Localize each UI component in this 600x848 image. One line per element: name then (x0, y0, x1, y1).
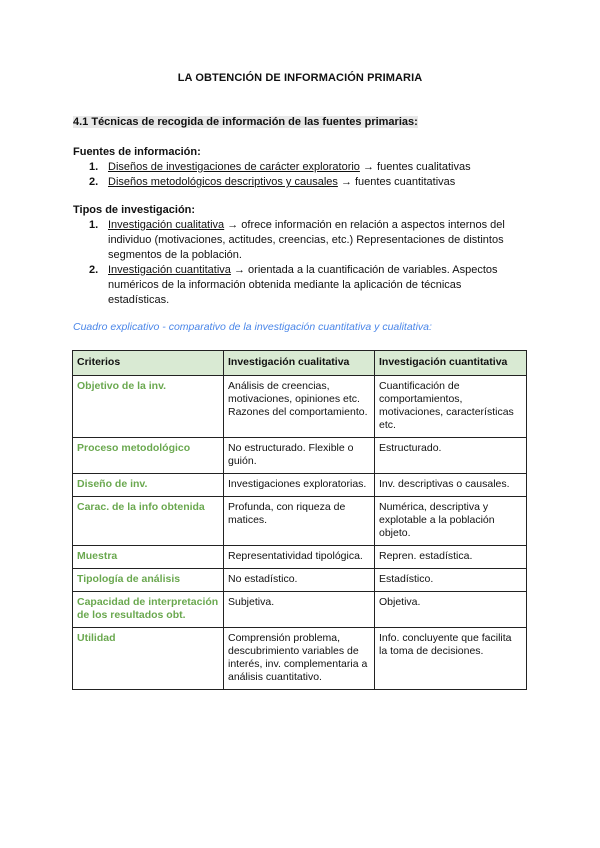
table-row (73, 628, 527, 690)
qualitative-cell: Investigaciones exploratorias. (224, 474, 375, 497)
list-item-text: → fuentes cuantitativas (337, 176, 456, 188)
table-row (73, 438, 527, 474)
quantitative-cell: Estadístico. (375, 569, 527, 592)
qualitative-cell: Subjetiva. (224, 592, 375, 628)
list-item-underlined: Diseños de investigaciones de carácter exploratorio (108, 161, 360, 173)
quantitative-cell: Estructurado. (375, 438, 527, 474)
list-number: 2. (89, 176, 99, 188)
quantitative-cell: Objetiva. (375, 592, 527, 628)
criteria-cell: Muestra (73, 546, 224, 569)
table-row (73, 474, 527, 497)
table-row (73, 546, 527, 569)
column-header-criterios: Criterios (73, 351, 224, 376)
sources-list (73, 160, 513, 190)
list-item-text: → ofrece información en relación a aspectos internos del individuo (motivaciones, actitudes, creencias, etc.) Representaciones de distintos segmentos de la población. (108, 219, 505, 261)
list-item-underlined: Investigación cuantitativa (108, 264, 231, 276)
quantitative-cell: Numérica, descriptiva y explotable a la población objeto. (375, 497, 527, 546)
quantitative-cell: Info. concluyente que facilita la toma de decisiones. (375, 628, 527, 690)
criteria-cell: Carac. de la info obtenida (73, 497, 224, 546)
table-caption: Cuadro explicativo - comparativo de la investigación cuantitativa y cualitativa: (73, 321, 432, 333)
comparison-table (72, 350, 527, 690)
list-item-text: → fuentes cualitativas (359, 161, 471, 173)
list-number: 1. (89, 219, 99, 231)
criteria-cell: Capacidad de interpretación de los resultados obt. (73, 592, 224, 628)
list-number: 2. (89, 264, 99, 276)
list-item (73, 160, 513, 175)
list-item (73, 175, 513, 190)
list-item (73, 218, 513, 263)
types-label: Tipos de investigación: (73, 204, 196, 216)
list-item-underlined: Diseños metodológicos descriptivos y causales (108, 176, 338, 188)
table-header-row (73, 351, 527, 376)
quantitative-cell: Inv. descriptivas o causales. (375, 474, 527, 497)
list-item-text: → orientada a la cuantificación de variables. Aspectos numéricos de la información obtenida mediante la aplicación de técnicas estadísticas. (108, 264, 498, 306)
criteria-cell: Objetivo de la inv. (73, 376, 224, 438)
column-header-cuantitativa: Investigación cuantitativa (375, 351, 527, 376)
list-item-underlined: Investigación cualitativa (108, 219, 225, 231)
criteria-cell: Diseño de inv. (73, 474, 224, 497)
qualitative-cell: Análisis de creencias, motivaciones, opiniones etc. Razones del comportamiento. (224, 376, 375, 438)
list-number: 1. (89, 161, 99, 173)
qualitative-cell: Profunda, con riqueza de matices. (224, 497, 375, 546)
quantitative-cell: Repren. estadística. (375, 546, 527, 569)
qualitative-cell: No estructurado. Flexible o guión. (224, 438, 375, 474)
qualitative-cell: Comprensión problema, descubrimiento variables de interés, inv. complementaria a análisis cuantitativo. (224, 628, 375, 690)
column-header-cualitativa: Investigación cualitativa (224, 351, 375, 376)
table-row (73, 592, 527, 628)
quantitative-cell: Cuantificación de comportamientos, motivaciones, características etc. (375, 376, 527, 438)
section-heading (73, 116, 418, 128)
table-row (73, 569, 527, 592)
section-heading-text: 4.1 Técnicas de recogida de información de las fuentes primarias: (73, 116, 418, 128)
criteria-cell: Proceso metodológico (73, 438, 224, 474)
table-row (73, 376, 527, 438)
sources-label: Fuentes de información: (73, 146, 201, 158)
page-title: LA OBTENCIÓN DE INFORMACIÓN PRIMARIA (177, 72, 423, 84)
qualitative-cell: No estadístico. (224, 569, 375, 592)
qualitative-cell: Representatividad tipológica. (224, 546, 375, 569)
criteria-cell: Utilidad (73, 628, 224, 690)
types-list (73, 218, 513, 308)
table-row (73, 497, 527, 546)
list-item (73, 263, 513, 308)
criteria-cell: Tipología de análisis (73, 569, 224, 592)
